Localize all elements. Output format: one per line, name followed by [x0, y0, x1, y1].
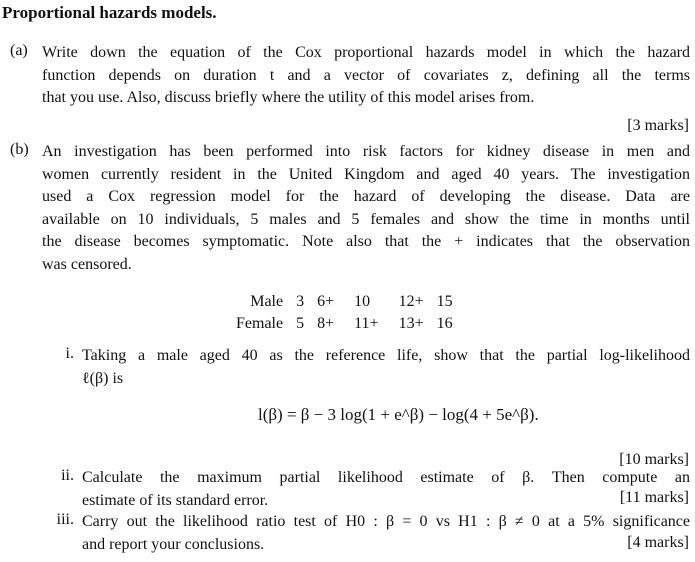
q2-marks: [11 marks]	[619, 489, 689, 506]
section-title: Proportional hazards models.	[2, 3, 217, 22]
q2-label: ii.	[61, 467, 74, 484]
table-cell: 15	[436, 293, 453, 310]
equation: l(β) = β − 3 log(1 + e^β) − log(4 + 5e^β).	[258, 405, 539, 424]
row-header: Male	[250, 293, 284, 310]
part-a-marks: [3 marks]	[627, 117, 689, 134]
text-line: Taking a male aged 40 as the reference life, show that the partial log-likelihood	[82, 347, 690, 364]
text-line: available on 10 individuals, 5 males and 5 females and show the time in months until	[42, 210, 690, 228]
text-line: estimate of its standard error.	[82, 491, 269, 509]
part-a-label: (a)	[10, 42, 28, 59]
text-line: women currently resident in the United Kingdom and aged 40 years. The investigation	[42, 165, 690, 183]
table-cell: 6+	[317, 293, 335, 310]
table-cell: 12+	[398, 293, 424, 310]
q1-text	[82, 345, 690, 390]
text-line: and report your conclusions.	[82, 535, 265, 553]
table-cell: 8+	[317, 315, 335, 332]
text-line: was censored.	[42, 255, 132, 273]
table-row	[236, 291, 453, 313]
text-line: Calculate the maximum partial likelihood estimate of β. Then compute an	[82, 469, 690, 486]
table-cell: 11+	[354, 315, 379, 332]
table-cell: 3	[296, 293, 305, 310]
text-line: function depends on duration t and a vector of covariates z, defining all the terms	[42, 66, 690, 84]
part-a-text	[42, 42, 690, 110]
table-cell: 5	[296, 315, 305, 332]
part-b-text	[42, 141, 690, 276]
text-line: Write down the equation of the Cox proportional hazards model in which the hazard	[42, 44, 690, 61]
q3-label: iii.	[56, 511, 74, 528]
q3-text	[82, 511, 690, 556]
part-b-label: (b)	[10, 141, 29, 158]
row-header: Female	[236, 315, 284, 332]
text-line: the disease becomes symptomatic. Note also that the + indicates that the observation	[42, 233, 690, 250]
table-row	[236, 313, 453, 335]
table-cell: 13+	[398, 315, 424, 332]
q1-label: i.	[65, 345, 74, 362]
table-cell: 16	[436, 315, 453, 332]
q1-marks: [10 marks]	[619, 451, 689, 468]
text-line: ℓ(β) is	[82, 369, 124, 387]
text-line: Carry out the likelihood ratio test of H0 : β = 0 vs H1 : β ≠ 0 at a 5% significance	[82, 513, 690, 530]
q2-text	[82, 467, 690, 512]
q3-marks: [4 marks]	[627, 534, 689, 551]
table-cell: 10	[354, 293, 371, 310]
data-table	[236, 291, 453, 335]
text-line: that you use. Also, discuss briefly where the utility of this model arises from.	[42, 89, 535, 106]
text-line: used a Cox regression model for the hazard of developing the disease. Data are	[42, 188, 690, 205]
text-line: An investigation has been performed into risk factors for kidney disease in men and	[42, 143, 690, 160]
